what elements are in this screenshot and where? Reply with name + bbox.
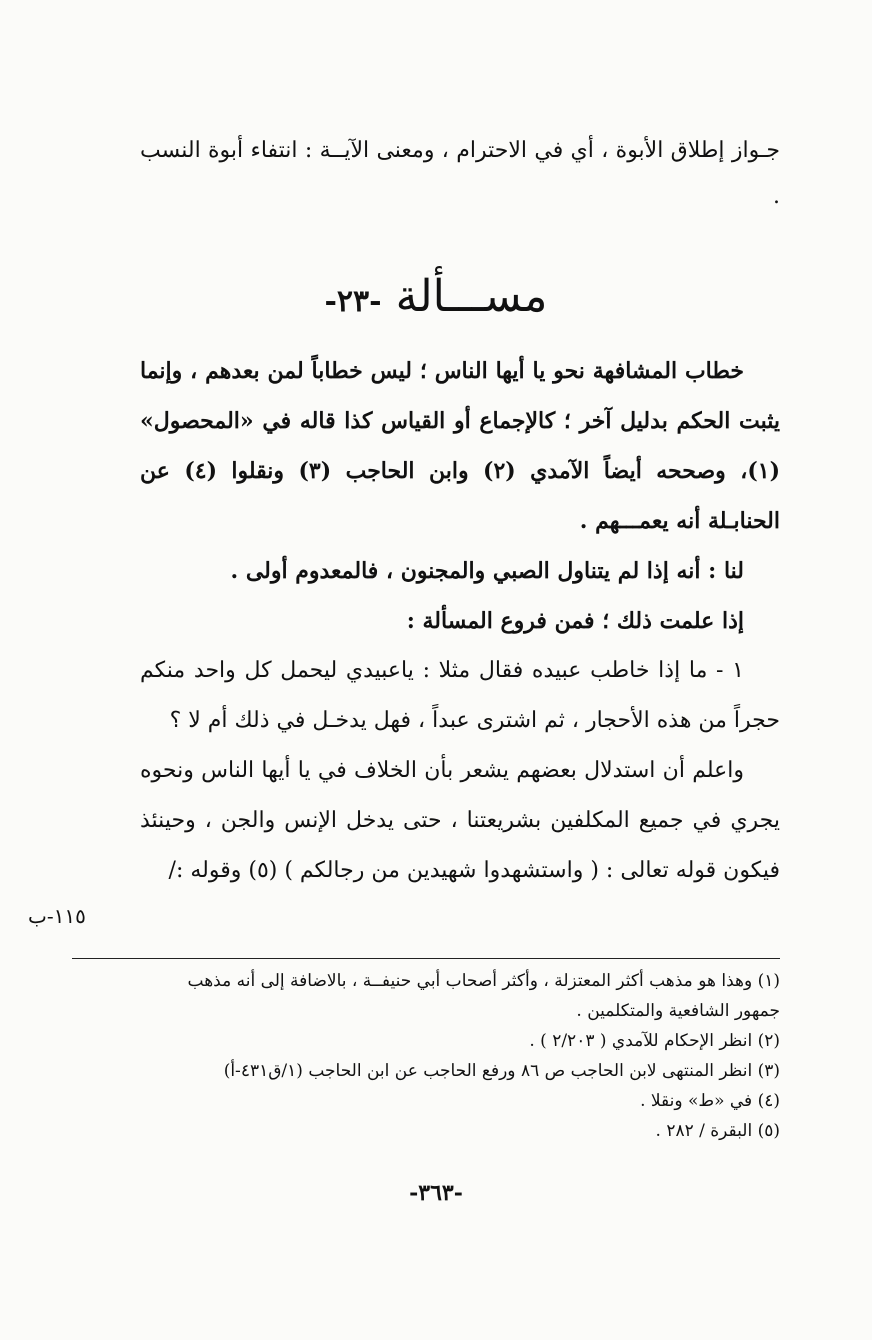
margin-folio-note: ١١٥-ب [28,904,86,928]
footnote-2: (٢) انظر الإحكام للآمدي ( ٢/٢٠٣ ) . [529,1031,780,1051]
paragraph-2: لنا : أنه إذا لم يتناول الصبي والمجنون ، فالمعدوم أولى . [230,558,744,584]
main-body [140,346,780,896]
footnote-divider [72,958,780,959]
footnote-3: (٣) انظر المنتهى لابن الحاجب ص ٨٦ ورفع الحاجب عن ابن الحاجب (١/ق٤٣١-أ) [223,1061,780,1081]
section-heading [0,262,872,337]
paragraph-1: خطاب المشافهة نحو يا أيها الناس ؛ ليس خطاباً لمن بعدهم ، وإنما يثبت الحكم بدليل آخر ؛ كالإجماع أو القياس كذا قاله في «المحصول» (١)، وصححه أيضاً الآمدي (٢) وابن الحاجب (٣) ونقلوا (٤) عن الحنابـلة أنه يعمـــهم . [140,358,780,534]
footnotes [140,966,780,1146]
paragraph-3: إذا علمت ذلك ؛ فمن فروع المسألة : [406,608,744,634]
footnote-1: (١) وهذا هو مذهب أكثر المعتزلة ، وأكثر أصحاب أبي حنيفــة ، بالاضافة إلى أنه مذهب جمهور الشافعية والمتكلمين . [187,971,780,1021]
paragraph-4: ١ - ما إذا خاطب عبيده فقال مثلا : ياعبيدي ليحمل كل واحد منكم حجراً من هذه الأحجار ، ثم اشترى عبداً ، فهل يدخـل في ذلك أم لا ؟ [140,658,780,733]
intro-paragraph [140,128,780,220]
heading-word: مســـألة [395,271,548,322]
intro-text: جـواز إطلاق الأبوة ، أي في الاحترام ، ومعنى الآيــة : انتفاء أبوة النسب . [140,138,780,209]
footnote-5: (٥) البقرة / ٢٨٢ . [655,1121,780,1141]
heading-number: -٢٣- [324,284,382,319]
footnote-4: (٤) في «ط» ونقلا . [640,1091,780,1111]
paragraph-5: واعلم أن استدلال بعضهم يشعر بأن الخلاف في يا أيها الناس ونحوه يجري في جميع المكلفين بشريعتنا ، حتى يدخل الإنس والجن ، وحينئذ فيكون قوله تعالى : ( واستشهدوا شهيدين من رجالكم ) (٥) وقوله :/ [140,758,780,883]
page-number: -٣٦٣- [409,1180,463,1206]
